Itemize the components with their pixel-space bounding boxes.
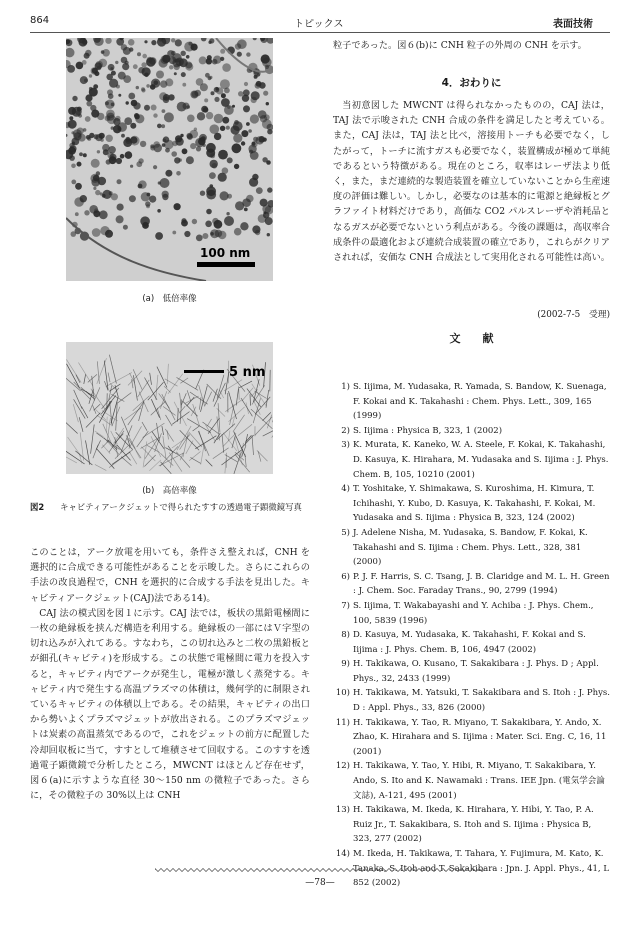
paragraph: このことは，アーク放電を用いても，条件さえ整えれば，CNH を選択的に合成できる可能性があることを示唆した。さらにこれらの手法の改良過程で，CNH を選択的に合成する手法を見出した。キャビティアークジェット(CAJ)法である14)。: [30, 547, 310, 604]
reference-text: S. Iijima : Physica B, 323, 1 (2002): [353, 425, 503, 436]
conclusion-body: 当初意図した MWCNT は得られなかったものの，CAJ 法は，TAJ 法で示唆された CNH 合成の条件を満足したと考えている。また，CAJ 法は，TAJ 法と比べ，溶接用トーチも必要でなく，したがって，トーチに流すガスも必要でなく，装置構成が極めて単純であるという特徴がある。現在のところ，収率はレーザ法より低く，また，まだ連続的な製造装置を確立していないことから生産速度の評価は難しい。しかし，必要なのは基本的に電源と絶縁板とグラファイト材料だけであり，高価な CO2 パルスレーザや消耗品となるガスが必要でないという利点がある。今後の課題は，高収率合成条件の最適化および連続合成装置の確立であり，これらがクリアされれば，安価な CNH 合成法として実用化される可能性は高い。: [333, 100, 610, 264]
footer-wave-rule: [155, 858, 485, 864]
reference-item: [333, 482, 610, 526]
reference-number: 3): [341, 440, 350, 451]
figure-b-caption: (b) 高倍率像: [142, 486, 197, 496]
references-heading: 文 献: [449, 332, 494, 345]
footer-page-label: —78—: [305, 878, 335, 888]
journal-title: 表面技術: [553, 19, 593, 30]
reference-item: [333, 628, 610, 657]
header-rule: [30, 32, 610, 33]
reference-number: 10): [335, 688, 350, 699]
reference-text: P. J. F. Harris, S. C. Tsang, J. B. Claridge and M. L. H. Green : J. Chem. Soc. Faraday Trans., 90, 2799 (1994): [353, 571, 610, 597]
reference-number: 9): [341, 659, 350, 670]
reference-number: 8): [341, 630, 350, 641]
left-column-body: [30, 545, 310, 803]
scale-bar-label-b: 5 nm: [229, 365, 266, 380]
reference-number: 5): [341, 527, 350, 538]
reference-text: H. Takikawa, Y. Tao, R. Miyano, T. Sakakibara, Y. Ando, X. Zhao, K. Hirahara and S. Iijima : Mater. Sci. Eng. C, 16, 11 (2001): [353, 717, 607, 757]
reference-number: 12): [335, 761, 350, 772]
page-number: 864: [30, 15, 50, 26]
reference-item: [333, 599, 610, 628]
reference-number: 14): [335, 849, 350, 859]
reference-text: D. Kasuya, M. Yudasaka, K. Takahashi, F. Kokai and S. Iijima : J. Phys. Chem. B, 106, 4947 (2002): [353, 630, 586, 655]
reference-number: 4): [341, 484, 350, 495]
reference-text: M. Ikeda, H. Takikawa, T. Tahara, Y. Fujimura, M. Kato, K. Tanaka, S. Itoh and T. Sakakibara : Jpn. J. Appl. Phys., 41, L 852 (2002): [353, 849, 609, 889]
reference-item: [333, 570, 610, 599]
tem-image-high-magnification: [66, 342, 273, 474]
paragraph: CAJ 法の模式図を図１に示す。CAJ 法では，板状の黒鉛電極間に一枚の絶縁板を挟んだ構造を利用する。絶縁板の一部にはＶ字型の切れ込みが入れてある。すなわち，この切れ込みと二枚の黒鉛板とが細孔(キャビティ)を形成する。この状態で電極間に電力を投入すると，キャビティ内でアークが発生し，電極が激しく蒸発する。キャビティ内で発生する高温プラズマの体積は，幾何学的に制限されているキャビティの体積以上である。その結果，キャビティの出口から勢いよくプラズマジェットが放出される。このプラズマジェットは炭素の高温蒸気であるので，これをジェットの前方に配置した冷却回収板に当て，すすとして堆積させて回収する。このすすを透過電子顕微鏡で分析したところ，MWCNT はほとんど存在せず，図６(a)に示すような直径 30〜150 nm の微粒子であった。さらに，その微粒子の 30%以上は CNH: [30, 607, 310, 802]
references-list: [333, 380, 610, 891]
reference-text: H. Takikawa, M. Yatsuki, T. Sakakibara and S. Itoh : J. Phys. D : Appl. Phys., 33, 826 (2000): [353, 688, 610, 714]
right-column-continuation: 粒子であった。図６(b)に CNH 粒子の外周の CNH を示す。: [333, 40, 587, 51]
received-date: (2002-7-5 受理): [537, 310, 610, 320]
reference-item: [333, 380, 610, 424]
reference-text: H. Takikawa, Y. Tao, Y. Hibi, R. Miyano, T. Sakakibara, Y. Ando, S. Ito and K. Nawamaki : Trans. IEE Jpn. (電気学会論文誌), A-121, 495 (2001): [353, 761, 605, 801]
reference-number: 1): [341, 382, 350, 392]
reference-item: [333, 526, 610, 570]
reference-text: H. Takikawa, M. Ikeda, K. Hirahara, Y. Hibi, Y. Tao, P. A. Ruiz Jr., T. Sakakibara, S. Itoh and S. Iijima : Physica B, 323, 277 (2002): [353, 805, 594, 845]
scale-bar-label-a: 100 nm: [200, 246, 251, 260]
reference-number: 2): [341, 425, 350, 436]
reference-number: 11): [335, 717, 350, 728]
reference-item: [333, 716, 610, 760]
section-title-header: トピックス: [294, 19, 344, 30]
section-heading-conclusion: 4．おわりに: [441, 77, 502, 89]
figure-a-caption: (a) 低倍率像: [142, 294, 197, 304]
reference-text: S. Iijima, T. Wakabayashi and Y. Achiba : J. Phys. Chem., 100, 5839 (1996): [353, 600, 594, 626]
tem-image-low-magnification: [66, 38, 273, 281]
reference-item: [333, 803, 610, 847]
reference-number: 7): [341, 600, 350, 611]
reference-item: [333, 759, 610, 803]
reference-item: [333, 657, 610, 686]
reference-item: [333, 424, 610, 439]
reference-text: H. Takikawa, O. Kusano, T. Sakakibara : J. Phys. D ; Appl. Phys., 32, 2433 (1999): [353, 659, 599, 684]
reference-text: T. Yoshitake, Y. Shimakawa, S. Kuroshima, H. Kimura, T. Ichihashi, Y. Kubo, D. Kasuya, K. Takahashi, F. Kokai, M. Yudasaka and S. Iijima : Physica B, 323, 124 (2002): [353, 484, 596, 524]
reference-number: 13): [335, 805, 350, 816]
reference-number: 6): [341, 571, 350, 582]
reference-text: K. Murata, K. Kaneko, W. A. Steele, F. Kokai, K. Takahashi, D. Kasuya, K. Hirahara, M. Yudasaka and S. Iijima : J. Phys. Chem. B, 105, 10210 (2001): [353, 440, 609, 480]
reference-item: [333, 686, 610, 715]
reference-item: [333, 438, 610, 482]
figure-label: 図2: [30, 502, 45, 512]
reference-text: J. Adelene Nisha, M. Yudasaka, S. Bandow, F. Kokai, K. Takahashi and S. Iijima : Chem. Phys. Lett., 328, 381 (2000): [353, 527, 588, 568]
figure-caption-text: キャビティアークジェットで得られたすすの透過電子顕微鏡写真: [60, 502, 302, 512]
reference-text: S. Iijima, M. Yudasaka, R. Yamada, S. Bandow, K. Suenaga, F. Kokai and K. Takahashi : Chem. Phys. Lett., 309, 165 (1999): [353, 382, 607, 422]
